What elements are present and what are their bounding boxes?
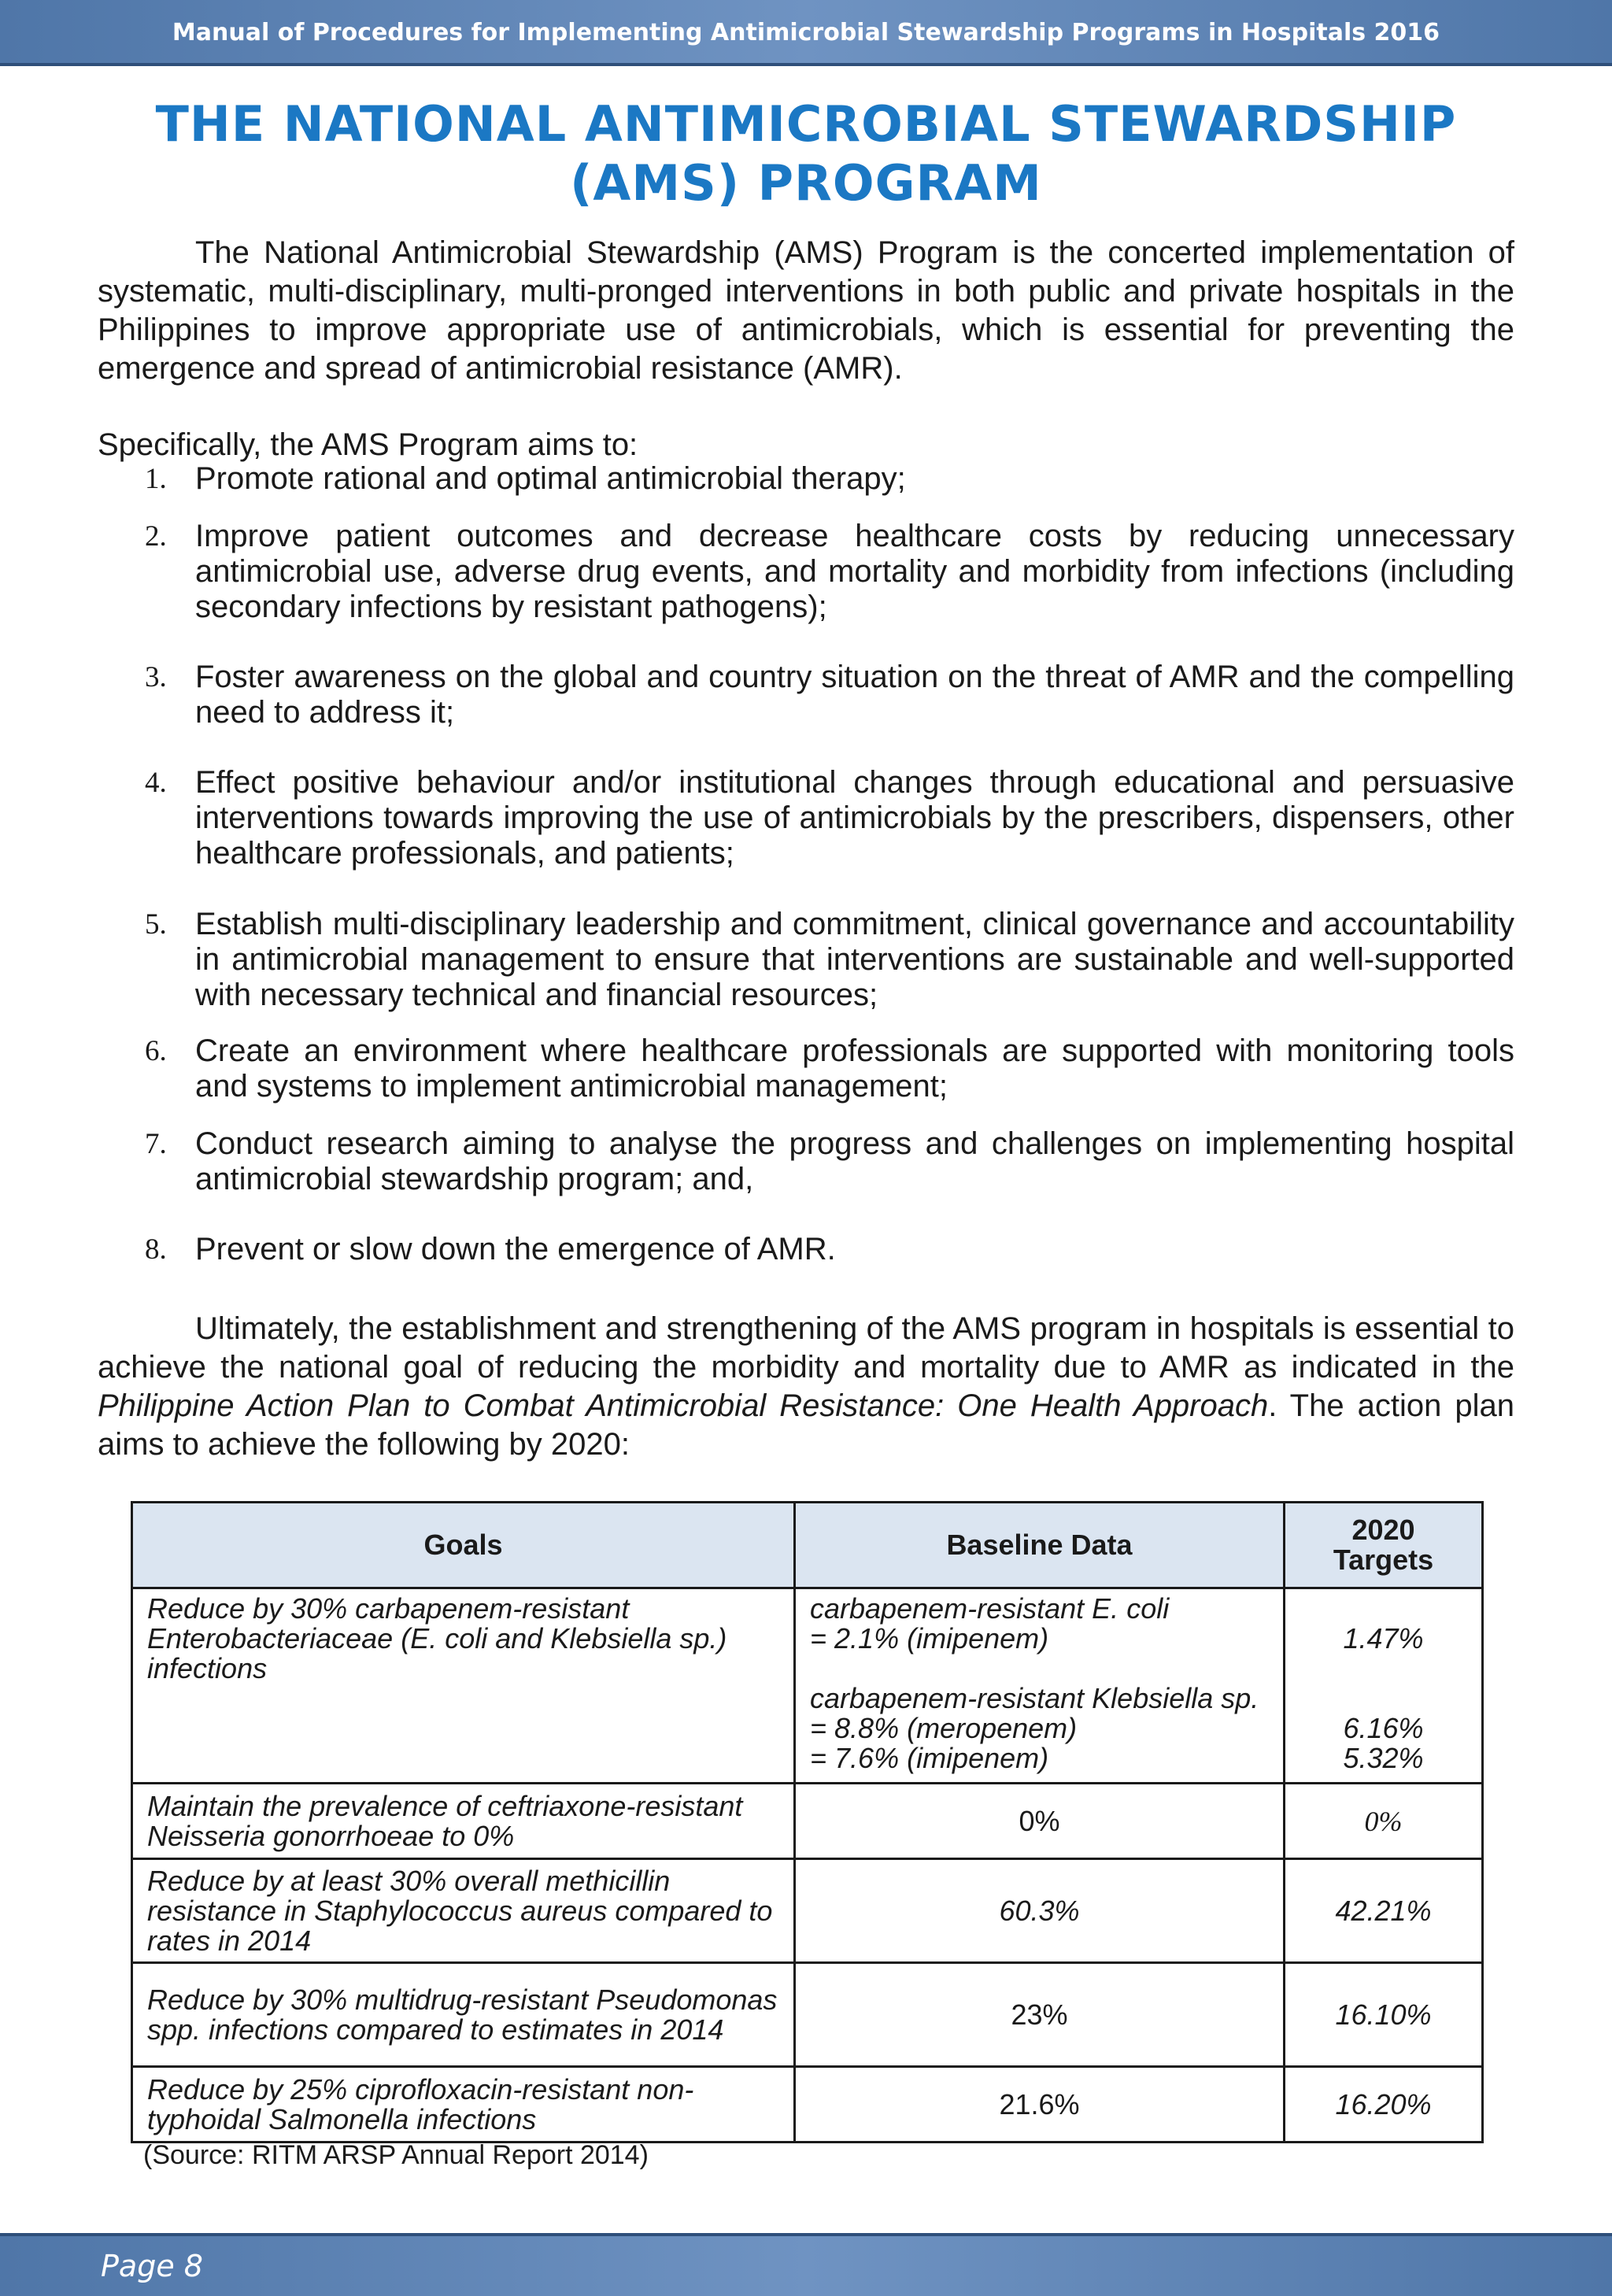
- table-row: [132, 1784, 1483, 1859]
- list-number: 6.: [145, 1035, 167, 1067]
- list-number: 1.: [145, 463, 167, 495]
- targets-header: [1285, 1503, 1483, 1588]
- goal-cell: Maintain the prevalence of ceftriaxone-resistant Neisseria gonorrhoeae to 0%: [132, 1784, 795, 1859]
- running-header: Manual of Procedures for Implementing Antimicrobial Stewardship Programs in Hospitals 2016: [172, 19, 1440, 46]
- goal-cell: Reduce by 30% multidrug-resistant Pseudomonas spp. infections compared to estimates in 2014: [132, 1963, 795, 2067]
- list-item: [98, 519, 1514, 625]
- list-text: Promote rational and optimal antimicrobial therapy;: [195, 461, 906, 496]
- table-header-row: [132, 1503, 1483, 1588]
- closing-paragraph: [98, 1310, 1514, 1464]
- closing-text-end: . The action plan aims to achieve the following by 2020:: [98, 1388, 1514, 1462]
- footer-band: [0, 2233, 1612, 2296]
- baseline-cell: 21.6%: [795, 2067, 1285, 2143]
- list-item: [98, 461, 1514, 497]
- baseline-cell: [795, 1588, 1285, 1784]
- baseline-line: carbapenem-resistant E. coli: [810, 1592, 1170, 1625]
- list-item: [98, 660, 1514, 730]
- list-number: 4.: [145, 767, 167, 799]
- baseline-cell: 60.3%: [795, 1859, 1285, 1963]
- table-row: [132, 2067, 1483, 2143]
- baseline-line: carbapenem-resistant Klebsiella sp.: [810, 1682, 1259, 1714]
- page-title: [87, 94, 1525, 213]
- list-text: Conduct research aiming to analyse the progress and challenges on implementing hospital antimicrobial stewardship program; and,: [195, 1126, 1514, 1196]
- list-text: Foster awareness on the global and country situation on the threat of AMR and the compelling need to address it;: [195, 660, 1514, 730]
- source-note: (Source: RITM ARSP Annual Report 2014): [143, 2140, 649, 2170]
- closing-text-start: Ultimately, the establishment and strengthening of the AMS program in hospitals is essential to achieve the national goal of reducing the morbidity and mortality due to AMR as indicated in the: [98, 1311, 1514, 1385]
- target-value: 1.47%: [1343, 1622, 1424, 1655]
- baseline-line: = 8.8% (meropenem): [810, 1712, 1078, 1744]
- aims-intro: Specifically, the AMS Program aims to:: [98, 427, 638, 462]
- page-title-line-2: (AMS) PROGRAM: [570, 154, 1042, 212]
- list-number: 2.: [145, 520, 167, 553]
- table-row: [132, 1859, 1483, 1963]
- baseline-line: = 7.6% (imipenem): [810, 1742, 1049, 1774]
- target-cell: 42.21%: [1285, 1859, 1483, 1963]
- targets-year: 2020: [1351, 1514, 1415, 1546]
- action-plan-title: Philippine Action Plan to Combat Antimicrobial Resistance: One Health Approach: [98, 1388, 1269, 1423]
- list-item: [98, 1232, 1514, 1267]
- target-cell: 16.10%: [1285, 1963, 1483, 2067]
- intro-paragraph: The National Antimicrobial Stewardship (AMS) Program is the concerted implementation of systematic, multi-disciplinary, multi-pronged interventions in both public and private hospitals in the Philippines to improve appropriate use of antimicrobials, which is essential for preventing the emergence and spread of antimicrobial resistance (AMR).: [98, 235, 1514, 386]
- list-text: Effect positive behaviour and/or institutional changes through educational and persuasive interventions towards improving the use of antimicrobials by the prescribers, dispensers, other healthcare professionals, and patients;: [195, 765, 1514, 871]
- baseline-header: Baseline Data: [795, 1503, 1285, 1588]
- page-title-line-1: THE NATIONAL ANTIMICROBIAL STEWARDSHIP: [155, 95, 1457, 153]
- goals-header: Goals: [132, 1503, 795, 1588]
- target-cell: [1285, 1588, 1483, 1784]
- goal-cell: Reduce by 25% ciprofloxacin-resistant non-typhoidal Salmonella infections: [132, 2067, 795, 2143]
- targets-label: Targets: [1333, 1544, 1434, 1576]
- target-value: 6.16%: [1343, 1712, 1424, 1744]
- list-number: 7.: [145, 1128, 167, 1160]
- table-row: [132, 1963, 1483, 2067]
- list-text: Prevent or slow down the emergence of AMR.: [195, 1232, 836, 1266]
- baseline-line: = 2.1% (imipenem): [810, 1622, 1049, 1655]
- list-item: [98, 907, 1514, 1013]
- goal-cell: Reduce by at least 30% overall methicillin resistance in Staphylococcus aureus compared to rates in 2014: [132, 1859, 795, 1963]
- list-text: Improve patient outcomes and decrease healthcare costs by reducing unnecessary antimicrobial use, adverse drug events, and mortality and morbidity from infections (including secondary infections by resistant pathogens);: [195, 519, 1514, 624]
- list-item: [98, 765, 1514, 871]
- list-text: Create an environment where healthcare professionals are supported with monitoring tools and systems to implement antimicrobial management;: [195, 1033, 1514, 1104]
- table-row: [132, 1588, 1483, 1784]
- list-item: [98, 1126, 1514, 1197]
- baseline-cell: 23%: [795, 1963, 1285, 2067]
- goals-table: [131, 1501, 1484, 2143]
- list-number: 3.: [145, 661, 167, 693]
- list-text: Establish multi-disciplinary leadership and commitment, clinical governance and accountability in antimicrobial management to ensure that interventions are sustainable and well-supported with necessary technical and financial resources;: [195, 907, 1514, 1012]
- baseline-cell: 0%: [795, 1784, 1285, 1859]
- list-number: 5.: [145, 908, 167, 941]
- target-cell: 0%: [1285, 1784, 1483, 1859]
- page-number: Page 8: [101, 2249, 203, 2283]
- goal-cell: Reduce by 30% carbapenem-resistant Enterobacteriaceae (E. coli and Klebsiella sp.) infections: [132, 1588, 795, 1784]
- list-item: [98, 1033, 1514, 1104]
- list-number: 8.: [145, 1233, 167, 1266]
- target-cell: 16.20%: [1285, 2067, 1483, 2143]
- target-value: 5.32%: [1343, 1742, 1424, 1774]
